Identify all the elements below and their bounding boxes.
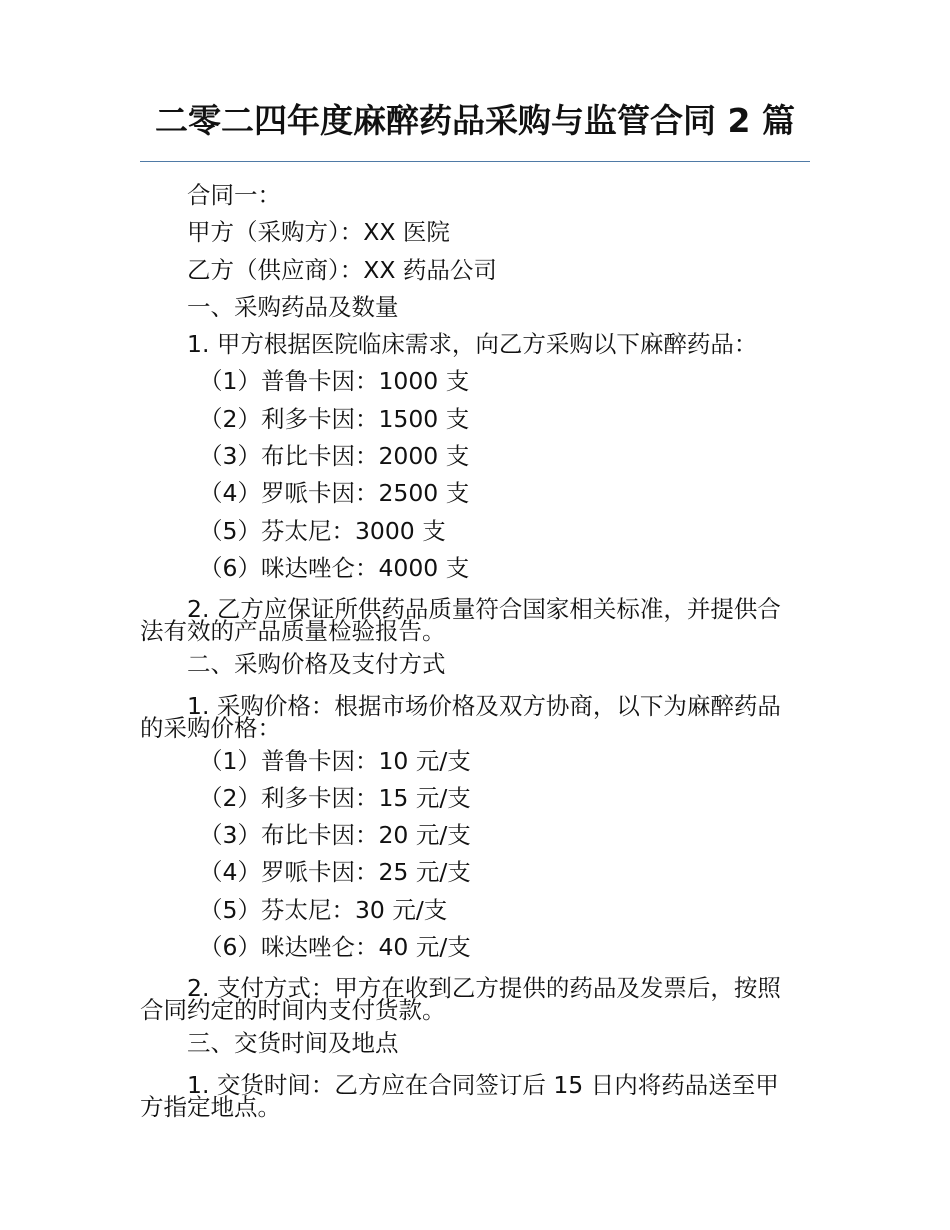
price-item: （2）利多卡因：15 元/支 bbox=[199, 783, 471, 812]
clause-continuation: 方指定地点。 bbox=[140, 1092, 281, 1121]
quantity-item: （5）芬太尼：3000 支 bbox=[199, 516, 446, 545]
clause-first-line: 2. 乙方应保证所供药品质量符合国家相关标准，并提供合 bbox=[187, 595, 781, 624]
quantity-item: （2）利多卡因：1500 支 bbox=[199, 404, 470, 433]
clause-continuation: 法有效的产品质量检验报告。 bbox=[140, 617, 446, 646]
quantity-item: （6）咪达唑仑：4000 支 bbox=[199, 553, 470, 582]
quantity-item: （4）罗哌卡因：2500 支 bbox=[199, 479, 470, 508]
section-1-clause-2 bbox=[140, 587, 812, 646]
section-heading-3: 三、交货时间及地点 bbox=[187, 1029, 399, 1058]
clause-first-line: 1. 采购价格：根据市场价格及双方协商，以下为麻醉药品 bbox=[187, 691, 781, 720]
section-heading-1: 一、采购药品及数量 bbox=[187, 292, 399, 321]
price-item: （6）咪达唑仑：40 元/支 bbox=[199, 933, 471, 962]
section-2-clause-1 bbox=[140, 684, 812, 743]
section-2-clause-2 bbox=[140, 966, 812, 1025]
title-divider bbox=[140, 161, 810, 162]
party-a: 甲方（采购方）：XX 医院 bbox=[187, 218, 450, 247]
price-item: （4）罗哌卡因：25 元/支 bbox=[199, 858, 471, 887]
quantity-item: （1）普鲁卡因：1000 支 bbox=[199, 367, 470, 396]
document-body bbox=[140, 177, 812, 1122]
party-b: 乙方（供应商）：XX 药品公司 bbox=[187, 255, 497, 284]
clause-first-line: 2. 支付方式：甲方在收到乙方提供的药品及发票后，按照 bbox=[187, 974, 781, 1003]
section-1-clause-1: 1. 甲方根据医院临床需求，向乙方采购以下麻醉药品： bbox=[187, 330, 758, 359]
section-heading-2: 二、采购价格及支付方式 bbox=[187, 650, 446, 679]
document-title: 二零二四年度麻醉药品采购与监管合同 2 篇 bbox=[155, 101, 795, 140]
price-item: （5）芬太尼：30 元/支 bbox=[199, 895, 448, 924]
clause-continuation: 的采购价格： bbox=[140, 713, 281, 742]
price-item: （3）布比卡因：20 元/支 bbox=[199, 821, 471, 850]
contract-label: 合同一： bbox=[187, 181, 281, 209]
price-item: （1）普鲁卡因：10 元/支 bbox=[199, 746, 471, 775]
section-3-clause-1 bbox=[140, 1063, 812, 1122]
clause-continuation: 合同约定的时间内支付货款。 bbox=[140, 996, 446, 1025]
quantity-item: （3）布比卡因：2000 支 bbox=[199, 442, 470, 471]
clause-first-line: 1. 交货时间：乙方应在合同签订后 15 日内将药品送至甲 bbox=[187, 1070, 779, 1099]
